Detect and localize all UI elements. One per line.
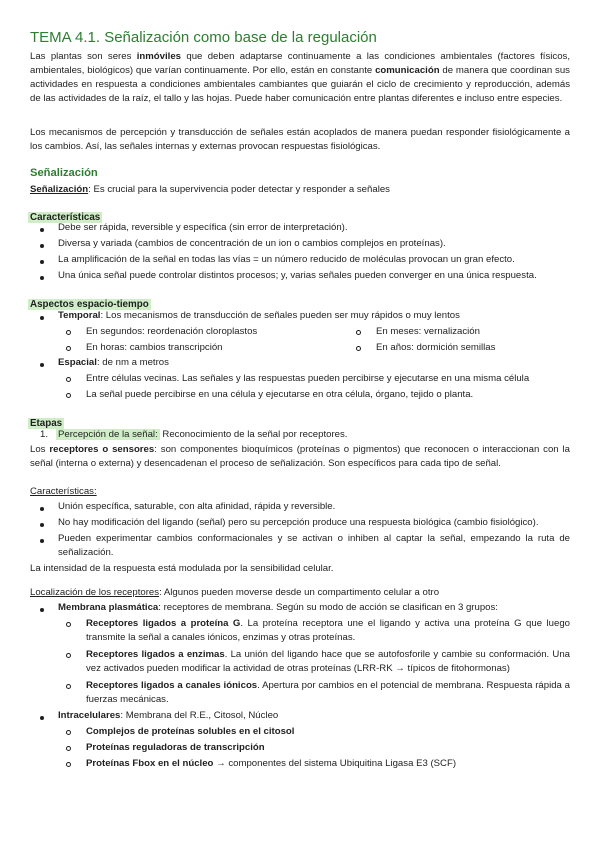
bullet-icon: [40, 276, 44, 280]
intro-text: de manera que coordinan sus actividades en respuesta a condiciones ambientales cambiantes que guiarán el ciclo de crecimiento y reproducción, además de las actividades de la raíz, el tallo y las hojas. Puede haber comunicación entre plantas diferentes e incluso entre especies.: [30, 65, 570, 104]
bullet-icon: [40, 716, 44, 720]
bullet-icon: [40, 608, 44, 612]
bullet-icon: [40, 228, 44, 232]
page-title: TEMA 4.1. Señalización como base de la regulación: [30, 29, 377, 46]
highlight-label: Aspectos espacio-tiempo: [30, 299, 149, 310]
intracelulares-label: Intracelulares: [58, 710, 121, 721]
temporal-text: : Los mecanismos de transducción de señales pueden ser muy rápidos o muy lentos: [100, 310, 460, 321]
bullet-icon: [40, 363, 44, 367]
espacial-text: : de nm a metros: [96, 357, 169, 368]
bullet-icon: [40, 244, 44, 248]
step-number: 1.: [40, 429, 49, 440]
sub-list-item: Entre células vecinas. Las señales y las respuestas pueden percibirse y ejecutarse en una misma célula: [86, 373, 530, 384]
receptores-bold: receptores o sensores: [49, 444, 155, 455]
list-item: La amplificación de la señal en todas las vías = un número reducido de moléculas provocan un gran efecto.: [58, 254, 515, 265]
bullet-icon: [40, 507, 44, 511]
intra-type-label: Complejos de proteínas solubles en el citosol: [86, 726, 295, 737]
step-text: Reconocimiento de la señal por receptores.: [159, 429, 348, 440]
list-item: No hay modificación del ligando (señal) pero su percepción produce una respuesta biológica (cambio fisiológico).: [58, 517, 539, 528]
step-item: [56, 429, 347, 440]
definition-text: : Es crucial para la supervivencia poder detectar y responder a señales: [88, 184, 390, 195]
sub-bullet-icon: [66, 684, 71, 689]
intro-paragraph-2: Los mecanismos de percepción y transducción de señales están acoplados de manera puedan responder fisiológicamente a los cambios. Así, las señales internas y externas provocan respuestas fisiológicas.: [30, 127, 570, 152]
bullet-icon: [40, 539, 44, 543]
sub-bullet-icon: [66, 653, 71, 658]
intro-paragraph-1: [30, 50, 570, 106]
sub-list-item: [86, 617, 570, 645]
intra-type-label: Proteínas reguladoras de transcripción: [86, 742, 265, 753]
list-item: Debe ser rápida, reversible y específica (sin error de interpretación).: [58, 222, 348, 233]
definition-term: Señalización: [30, 184, 89, 195]
receptor-type-label: Receptores ligados a canales iónicos: [86, 680, 258, 691]
sub-bullet-icon: [66, 730, 71, 735]
sub-list-item: [86, 679, 570, 707]
espacial-item: [58, 357, 169, 368]
list-item: Pueden experimentar cambios conformacionales y se activan o inhiben al captar la señal, empezando la ruta de señalización.: [58, 533, 570, 558]
intracelulares-text: : Membrana del R.E., Citosol, Núcleo: [120, 710, 279, 721]
step-label: Percepción de la señal:: [58, 429, 158, 440]
bullet-icon: [40, 316, 44, 320]
sub-list-item: En meses: vernalización: [376, 326, 480, 337]
sub-bullet-icon: [356, 346, 361, 351]
receptores-text: Los: [30, 444, 50, 455]
sub-list-item: [86, 726, 294, 737]
bullet-icon: [40, 260, 44, 264]
senalizacion-definition: [30, 183, 390, 197]
membrana-item: [58, 602, 498, 613]
sub-bullet-icon: [66, 746, 71, 751]
highlight-label: Etapas: [30, 418, 63, 429]
sub-list-item: [86, 648, 570, 676]
list-item: Diversa y variada (cambios de concentración de un ion o cambios complejos en proteínas).: [58, 238, 446, 249]
sub-bullet-icon: [66, 346, 71, 351]
espacial-label: Espacial: [58, 357, 97, 368]
receptor-type-text: . La unión del ligando hace que se autofosforile y cambie su conformación. Una vez activados pueden modificar la actividad de otras proteínas (LRR-RK → típicos de fitohormonas): [86, 649, 571, 674]
list-item: Una única señal puede controlar distintos procesos; y, varias señales pueden converger en una única respuesta.: [58, 270, 537, 281]
sub-list-item: [86, 758, 456, 769]
intro-bold-comunicacion: comunicación: [375, 65, 440, 76]
sub-bullet-icon: [66, 622, 71, 627]
sub-bullet-icon: [356, 330, 361, 335]
list-item: Unión específica, saturable, con alta afinidad, rápida y reversible.: [58, 501, 336, 512]
sub-list-item: En horas: cambios transcripción: [86, 342, 223, 353]
intra-type-text: → componentes del sistema Ubiquitina Ligasa E3 (SCF): [213, 758, 457, 769]
localizacion-label: Localización de los receptores: [30, 587, 160, 598]
sub-list-item: La señal puede percibirse en una célula y ejecutarse en otra célula, órgano, tejido o planta.: [86, 389, 474, 400]
temporal-label: Temporal: [58, 310, 101, 321]
receptores-text: : son componentes bioquímicos (proteínas o pigmentos) que reconocen o interaccionan con la señal (interna o externa) y desencadenan el proceso de señalización. Son específicos para cada tipo de señal.: [30, 444, 571, 469]
receptor-type-text: . Apertura por cambios en el potencial de membrana. Respuesta rápida a fuerzas mecánicas.: [86, 680, 570, 705]
membrana-label: Membrana plasmática: [58, 602, 159, 613]
sub-list-item: En años: dormición semillas: [376, 342, 496, 353]
receptores-paragraph: [30, 443, 570, 471]
modulada-text: La intensidad de la respuesta está modulada por la sensibilidad celular.: [30, 563, 334, 574]
membrana-text: : receptores de membrana. Según su modo de acción se clasifican en 3 grupos:: [158, 602, 498, 613]
intro-text: que deben adaptarse continuamente a las condiciones ambientales (factores físicos, ambientales, biológicos) que varían continuamente. Por ello, están en constante: [30, 51, 570, 76]
receptor-type-text: . La proteína receptora une el ligando y activa una proteína G que luego transmite la señal a canales iónicos, enzimas y otras proteínas.: [86, 618, 570, 643]
localizacion-line: [30, 586, 439, 600]
sub-bullet-icon: [66, 762, 71, 767]
bullet-icon: [40, 523, 44, 527]
sub-list-item: En segundos: reordenación cloroplastos: [86, 326, 258, 337]
intro-text: Las plantas son seres: [30, 51, 137, 62]
receptor-type-label: Receptores ligados a enzimas: [86, 649, 225, 660]
temporal-item: [58, 310, 460, 321]
intracelulares-item: [58, 710, 278, 721]
sub-list-item: [86, 742, 265, 753]
localizacion-text: : Algunos pueden moverse desde un compartimento celular a otro: [159, 587, 440, 598]
receptor-type-label: Receptores ligados a proteína G: [86, 618, 241, 629]
section-heading-senalizacion: Señalización: [30, 167, 98, 179]
sub-bullet-icon: [66, 393, 71, 398]
intro-bold-inmoviles: inmóviles: [136, 51, 182, 62]
sub-bullet-icon: [66, 377, 71, 382]
intra-type-label: Proteínas Fbox en el núcleo: [86, 758, 214, 769]
subheading-caracteristicas: Características:: [30, 486, 97, 497]
highlight-label: Características: [30, 212, 101, 223]
sub-bullet-icon: [66, 330, 71, 335]
